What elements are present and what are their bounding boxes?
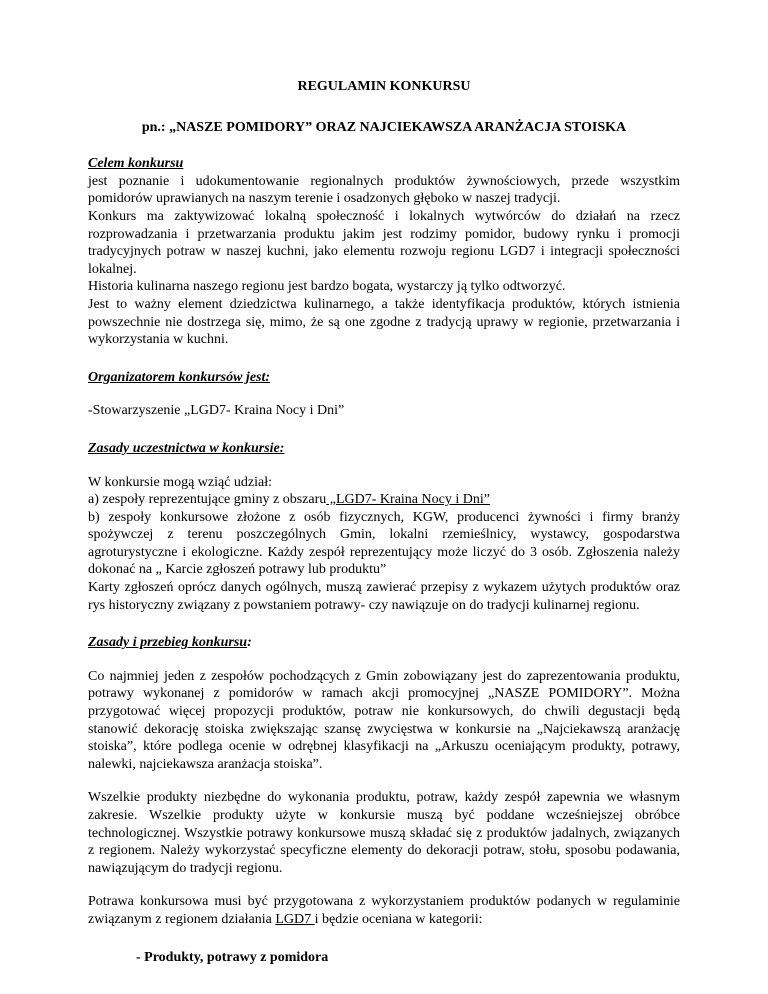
- section-rules-heading-text: Zasady i przebieg konkursu: [88, 635, 248, 651]
- document-subtitle: pn.: „NASZE POMIDORY” ORAZ NAJCIEKAWSZA ARANŻACJA STOISKA: [141, 119, 627, 135]
- section-goal: [88, 155, 680, 349]
- section-goal-paragraph-2: Konkurs ma zaktywizować lokalną społeczność i lokalnych wytwórców do działań na rzecz rozprowadzania i przetwarzania produktu jakim jest rodzimy pomidor, budowy rynku i promocji tradycyjnych potraw w naszej kuchni, jako elementu rozwoju regionu LGD7 i integracji społeczności lokalnej.: [88, 208, 680, 277]
- participation-cards: Karty zgłoszeń oprócz danych ogólnych, muszą zawierać przepisy z wykazem użytych produktów oraz rys historyczny związany z powstaniem potrawy- czy nawiązuje on do tradycji kulinarnej regionu.: [88, 580, 680, 613]
- rules-paragraph-3-link[interactable]: LGD7: [275, 911, 315, 927]
- participation-item-a: [88, 491, 680, 509]
- section-organizer: [88, 369, 680, 420]
- rules-paragraph-3: [88, 893, 680, 928]
- participation-intro: W konkursie mogą wziąć udział:: [88, 474, 273, 490]
- participation-item-a-link[interactable]: „LGD7- Kraina Nocy i Dni”: [326, 492, 490, 508]
- section-participation-heading: Zasady uczestnictwa w konkursie:: [88, 440, 285, 456]
- section-participation: [88, 440, 680, 614]
- rules-paragraph-3-suffix: i będzie oceniana w kategorii:: [314, 911, 483, 927]
- section-rules: [88, 634, 680, 966]
- rules-paragraph-1: Co najmniej jeden z zespołów pochodzących z Gmin zobowiązany jest do zaprezentowania produktu, potrawy wykonanej z pomidorów w ramach akcji promocyjnej „NASZE POMIDORY”. Można przygotować więcej propozycji produktów, potraw nie konkursowych, do chwili degustacji będą stanowić dekorację stoiska zwiększając szansę zwycięstwa w konkursie na „Najciekawszą aranżację stoiska”, które podlega ocenie w odrębnej klasyfikacji na „Arkuszu oceniającym produkty, potrawy, nalewki, najciekawsza aranżacja stoiska”.: [88, 668, 680, 772]
- document-page: [88, 78, 680, 966]
- document-title: REGULAMIN KONKURSU: [297, 79, 471, 94]
- rules-paragraph-2: Wszelkie produkty niezbędne do wykonania produktu, potraw, każdy zespół zapewnia we własnym zakresie. Wszelkie produkty użyte w konkursie muszą być poddane wcześniejszej obróbce technologicznej. Wszystkie potrawy konkursowe muszą składać się z produktów jadalnych, związanych z regionem. Należy wykorzystać specyficzne elementy do dekoracji potraw, stołu, sposobu podawania, nawiązującym do tradycji regionu.: [88, 790, 680, 876]
- participation-item-b: b) zespoły konkursowe złożone z osób fizycznych, KGW, producenci żywności i firmy branży spożywczej z terenu poszczególnych Gmin, lokalni rzemieślnicy, wystawcy, gospodarstwa agroturystyczne i ekologiczne. Każdy zespół reprezentujący może liczyć do 3 osób. Zgłoszenia należy dokonać na „ Karcie zgłoszeń potrawy lub produktu”: [88, 509, 680, 578]
- section-goal-paragraph-3: Historia kulinarna naszego regionu jest bardzo bogata, wystarczy ją tylko odtworzyć.: [88, 279, 566, 295]
- section-goal-paragraph-1: jest poznanie i udokumentowanie regionalnych produktów żywnościowych, przede wszystkim pomidorów uprawianych na naszym terenie i osadzonych głęboko w naszej tradycji.: [88, 173, 680, 207]
- section-organizer-heading: Organizatorem konkursów jest:: [88, 369, 271, 385]
- rules-paragraph-3-text: Potrawa konkursowa musi być przygotowana z wykorzystaniem produktów podanych w regulaminie związanym z regionem działania: [88, 894, 680, 927]
- rules-category: - Produkty, potrawy z pomidora: [136, 949, 329, 965]
- section-goal-paragraph-4: Jest to ważny element dziedzictwa kulinarnego, a także identyfikacja produktów, których istnienia powszechnie nie dostrzega się, mimo, że są one zgodne z tradycją uprawy w regionie, przetwarzania i wykorzystania w kuchni.: [88, 296, 680, 348]
- organizer-line: -Stowarzyszenie „LGD7- Kraina Nocy i Dni”: [88, 403, 345, 419]
- participation-item-a-text: a) zespoły reprezentujące gminy z obszaru: [88, 492, 327, 508]
- section-rules-heading-colon: :: [247, 635, 252, 651]
- section-goal-heading: Celem konkursu: [88, 156, 184, 172]
- section-rules-heading: [88, 634, 680, 652]
